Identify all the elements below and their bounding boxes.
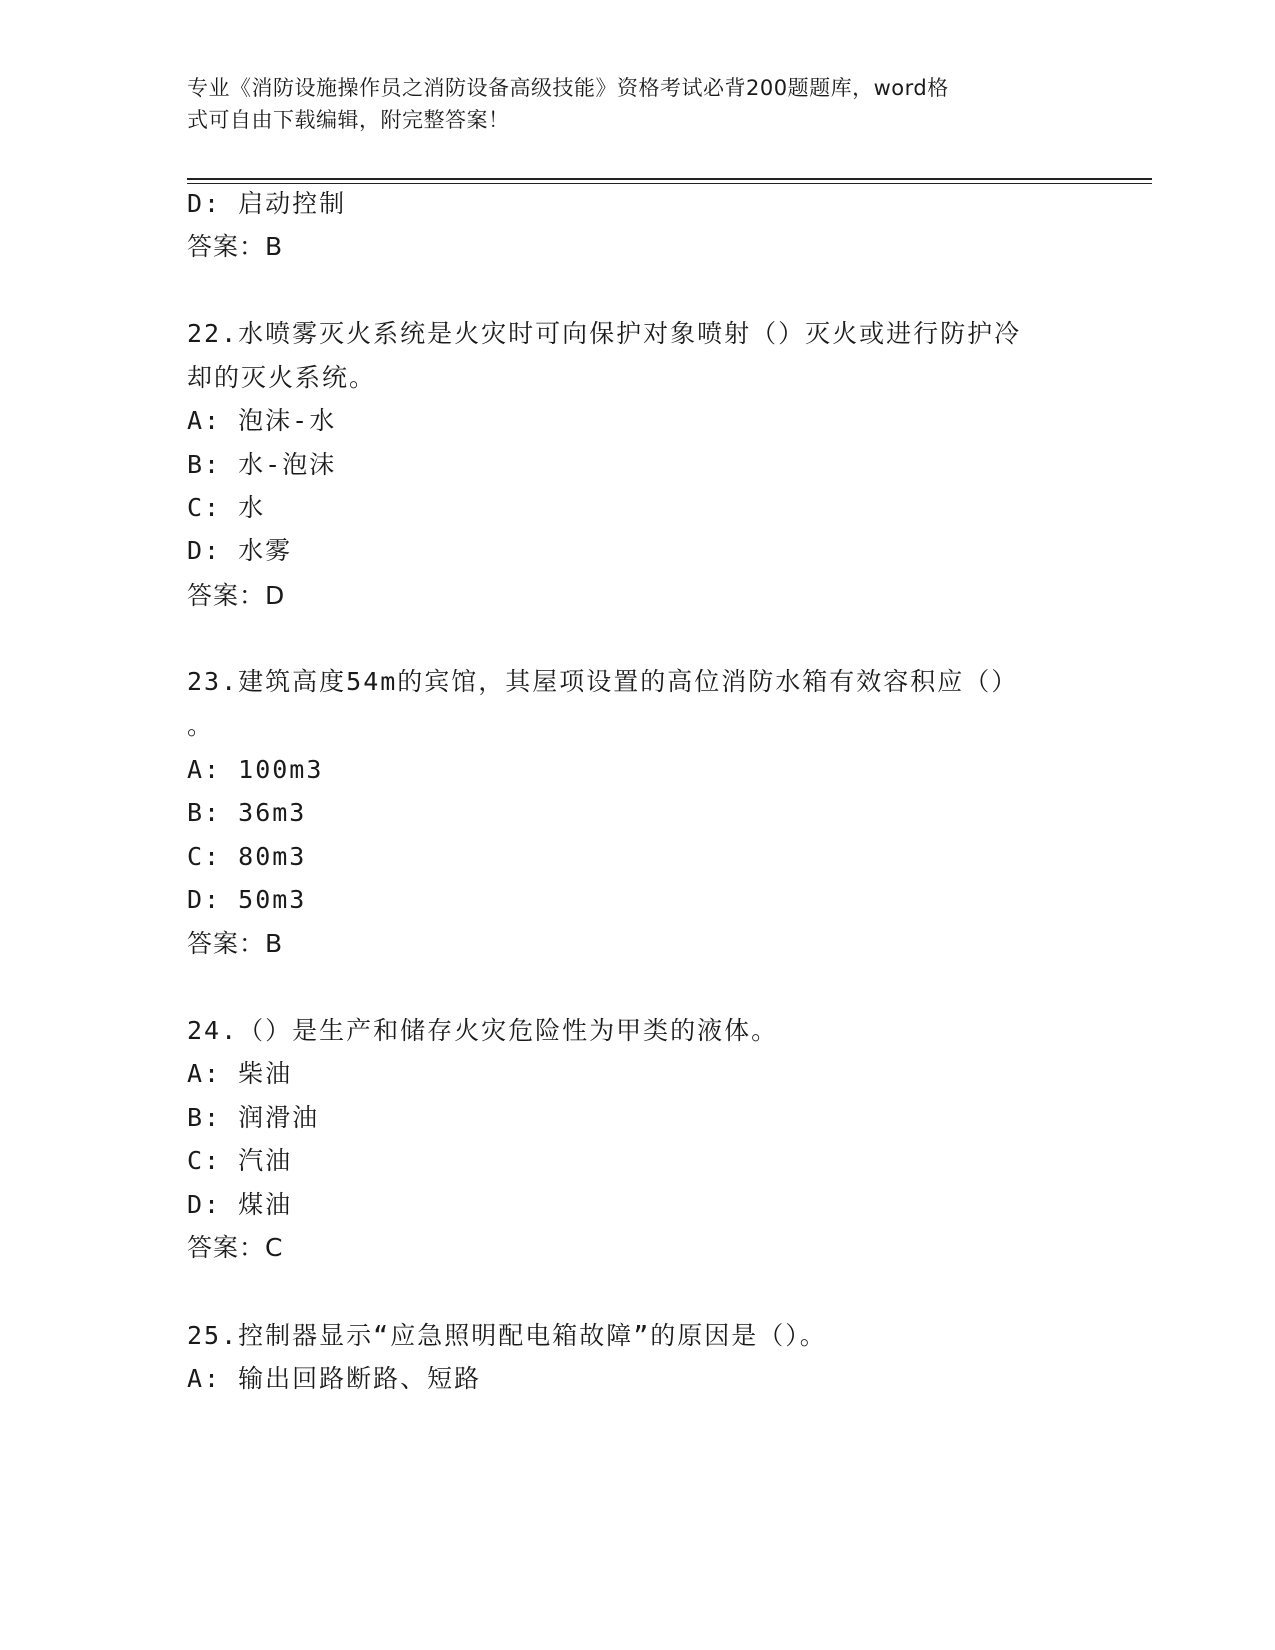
question-stem-cont: 却的灭火系统。 xyxy=(187,363,377,392)
option-d: D: 50m3 xyxy=(187,885,307,914)
option-c: C: 汽油 xyxy=(187,1146,293,1175)
option-b: B: 水-泡沫 xyxy=(187,450,337,479)
question-stem: 22.水喷雾灭火系统是火灾时可向保护对象喷射（）灭火或进行防护冷 xyxy=(187,319,1022,348)
option-d: D: 煤油 xyxy=(187,1190,293,1219)
option-c: C: 水 xyxy=(187,493,266,522)
option-a: A: 柴油 xyxy=(187,1059,293,1088)
option-a: A: 输出回路断路、短路 xyxy=(187,1364,482,1393)
answer: 答案：D xyxy=(187,581,286,610)
option-b: B: 润滑油 xyxy=(187,1103,320,1132)
option-b: B: 36m3 xyxy=(187,798,307,827)
question-stem: 24.（）是生产和储存火灾危险性为甲类的液体。 xyxy=(187,1016,779,1045)
option-d: D: 启动控制 xyxy=(187,189,347,218)
header-divider xyxy=(187,178,1152,180)
question-stem-cont: 。 xyxy=(187,711,215,740)
option-a: A: 100m3 xyxy=(187,755,324,784)
question-stem: 25.控制器显示“应急照明配电箱故障”的原因是（）。 xyxy=(187,1321,827,1350)
question-stem: 23.建筑高度54m的宾馆，其屋项设置的高位消防水箱有效容积应（） xyxy=(187,667,1019,696)
header-line-2: 式可自由下载编辑，附完整答案！ xyxy=(187,108,510,132)
document-header xyxy=(187,72,1067,136)
header-line-1: 专业《消防设施操作员之消防设备高级技能》资格考试必背200题题库，word格 xyxy=(187,76,949,100)
option-d: D: 水雾 xyxy=(187,536,293,565)
option-c: C: 80m3 xyxy=(187,842,307,871)
answer: 答案：B xyxy=(187,232,284,261)
option-a: A: 泡沫-水 xyxy=(187,406,337,435)
answer: 答案：C xyxy=(187,1233,284,1262)
answer: 答案：B xyxy=(187,929,284,958)
